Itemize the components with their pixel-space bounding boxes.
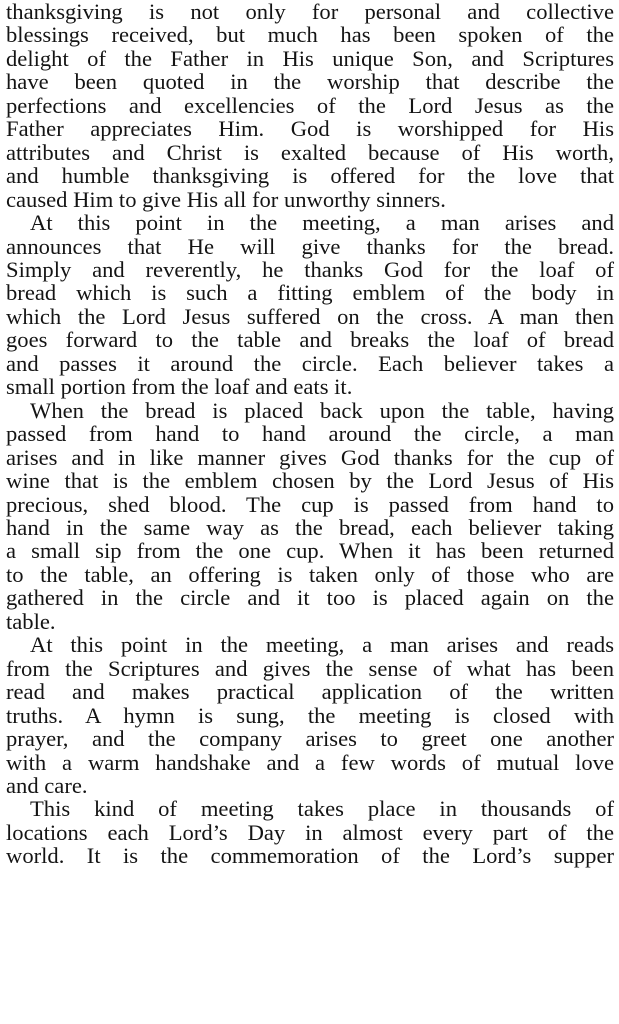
text-line: world. It is the commemoration of the Lord’s supper — [6, 843, 614, 869]
text-line: blessings received, but much has been spoken of the — [6, 22, 614, 48]
text-line: attributes and Christ is exalted because of His worth, — [6, 139, 614, 165]
text-line: with a warm handshake and a few words of mutual love — [6, 749, 614, 775]
text-line: caused Him to give His all for unworthy sinners. — [6, 186, 446, 212]
text-line: This kind of meeting takes place in thousands of — [30, 796, 614, 822]
text-line: Father appreciates Him. God is worshipped for His — [6, 116, 614, 142]
text-line: hand in the same way as the bread, each believer taking — [6, 514, 614, 540]
paragraph — [6, 0, 614, 211]
text-line: read and makes practical application of the written — [6, 679, 614, 705]
text-line: prayer, and the company arises to greet one another — [6, 726, 614, 752]
text-line: small portion from the loaf and eats it. — [6, 374, 353, 400]
text-line: perfections and excellencies of the Lord Jesus as the — [6, 92, 614, 118]
paragraph — [6, 633, 614, 797]
paragraph — [6, 211, 614, 399]
text-line: At this point in the meeting, a man arises and reads — [30, 632, 614, 658]
text-line: bread which is such a fitting emblem of the body in — [6, 280, 614, 306]
text-line: table. — [6, 608, 56, 634]
text-line: Simply and reverently, he thanks God for the loaf of — [6, 256, 614, 282]
text-line: When the bread is placed back upon the table, having — [30, 397, 614, 423]
text-line: a small sip from the one cup. When it has been returned — [6, 538, 614, 564]
book-page-text — [6, 0, 614, 868]
text-line: and passes it around the circle. Each believer takes a — [6, 350, 614, 376]
text-line: announces that He will give thanks for the bread. — [6, 233, 614, 259]
text-line: passed from hand to hand around the circle, a man — [6, 421, 614, 447]
text-line: arises and in like manner gives God thanks for the cup of — [6, 444, 614, 470]
text-line: have been quoted in the worship that describe the — [6, 69, 614, 95]
paragraph — [6, 399, 614, 634]
text-line: At this point in the meeting, a man arises and — [30, 210, 614, 236]
text-line: wine that is the emblem chosen by the Lord Jesus of His — [6, 468, 614, 494]
text-line: locations each Lord’s Day in almost every part of the — [6, 819, 614, 845]
paragraph — [6, 797, 614, 867]
text-line: thanksgiving is not only for personal and collective — [6, 0, 614, 24]
text-line: which the Lord Jesus suffered on the cross. A man then — [6, 303, 614, 329]
text-line: to the table, an offering is taken only of those who are — [6, 561, 614, 587]
text-line: and humble thanksgiving is offered for the love that — [6, 163, 614, 189]
text-line: delight of the Father in His unique Son, and Scriptures — [6, 45, 614, 71]
text-line: gathered in the circle and it too is placed again on the — [6, 585, 614, 611]
text-line: from the Scriptures and gives the sense of what has been — [6, 655, 614, 681]
text-line: and care. — [6, 772, 88, 798]
text-line: precious, shed blood. The cup is passed from hand to — [6, 491, 614, 517]
text-line: truths. A hymn is sung, the meeting is closed with — [6, 702, 614, 728]
text-line: goes forward to the table and breaks the loaf of bread — [6, 327, 614, 353]
